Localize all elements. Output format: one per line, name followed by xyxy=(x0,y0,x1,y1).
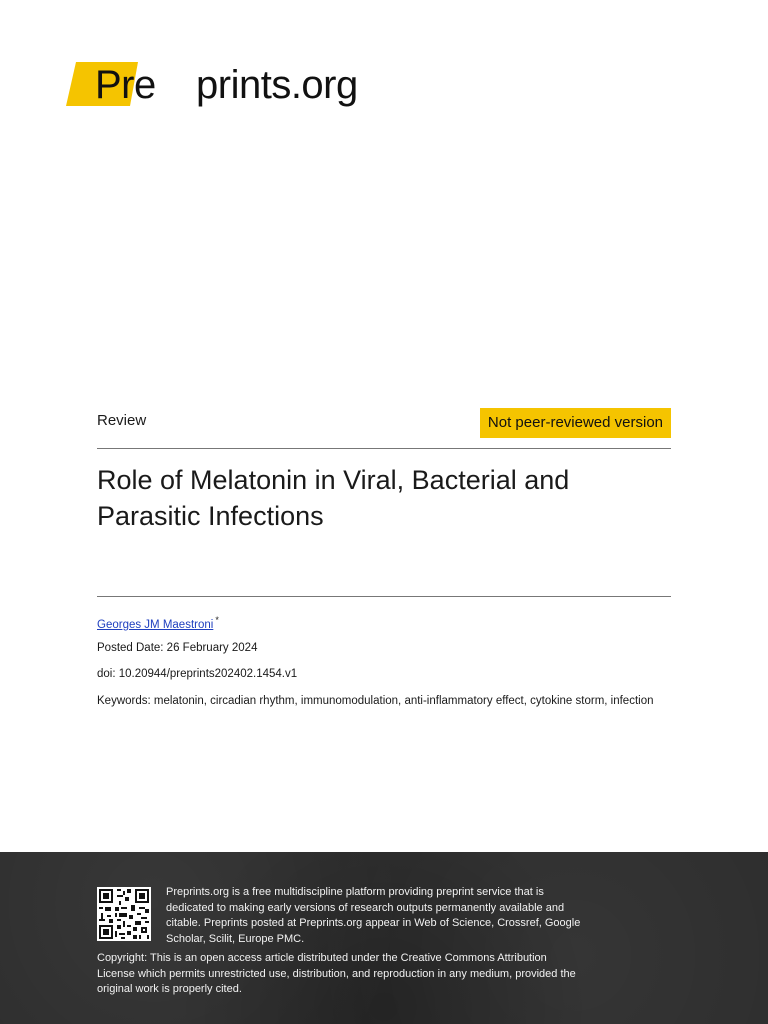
article-title: Role of Melatonin in Viral, Bacterial and Parasitic Infections xyxy=(97,465,570,531)
article-type-label: Review xyxy=(97,412,147,429)
article-type-row xyxy=(97,406,671,442)
keywords: Keywords: melatonin, circadian rhythm, immunomodulation, anti-inflammatory effect, cytokine storm, infection xyxy=(97,695,654,707)
logo-text-pre: Pre xyxy=(95,63,156,107)
corresponding-author-mark: * xyxy=(215,615,219,625)
logo-text-prints: prints.org xyxy=(196,63,358,107)
posted-date: Posted Date: 26 February 2024 xyxy=(97,642,258,654)
author-link[interactable]: Georges JM Maestroni xyxy=(97,618,214,631)
footer-about-text: Preprints.org is a free multidiscipline platform providing preprint service that is dedicated to making early versions of research outputs permanently available and citable. Preprints posted at Preprints.org appear in Web of Science, Crossref, Google Scholar, Scilit, Europe PMC. xyxy=(166,886,581,945)
footer-copyright-text: Copyright: This is an open access article distributed under the Creative Commons Attribution License which permits unrestricted use, distribution, and reproduction in any medium, provided the original work is properly cited. xyxy=(97,952,576,995)
divider-top xyxy=(97,448,671,449)
review-status-badge: Not peer-reviewed version xyxy=(480,408,671,438)
preprints-logo[interactable] xyxy=(66,62,366,108)
author-line xyxy=(97,613,671,633)
doi[interactable]: doi: 10.20944/preprints202402.1454.v1 xyxy=(97,668,298,680)
footer-banner xyxy=(0,852,768,1024)
qr-code-icon[interactable] xyxy=(97,887,151,941)
divider-bottom xyxy=(97,596,671,597)
